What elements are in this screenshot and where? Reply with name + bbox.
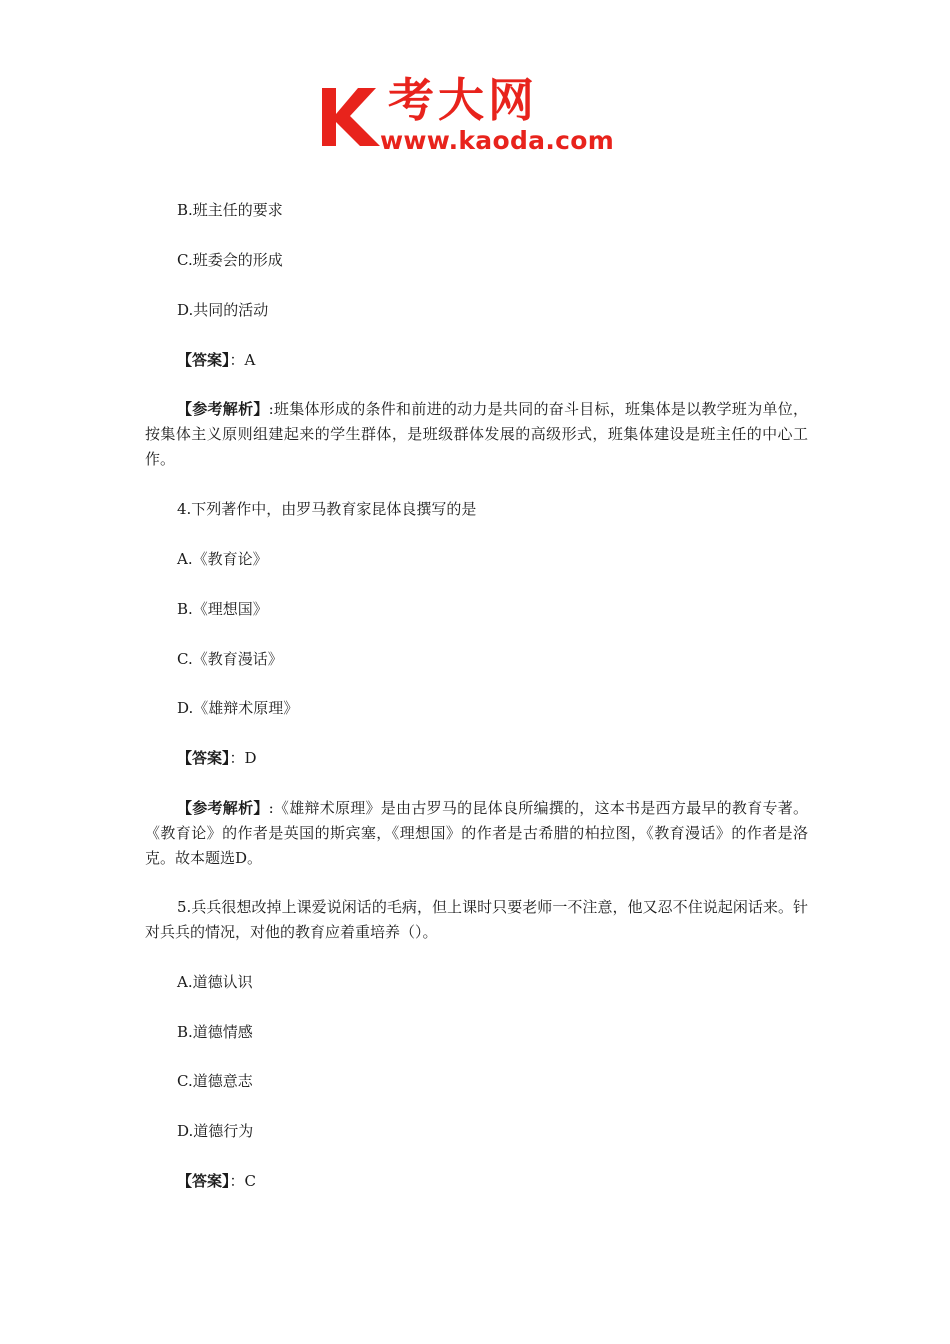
answer-label: 【答案】 (177, 351, 230, 369)
q3-option-b: B.班主任的要求 (177, 201, 283, 219)
analysis-text: :班集体形成的条件和前进的动力是共同的奋斗目标，班集体是以教学班为单位，按集体主义原则组建起来的学生群体，是班级群体发展的高级形式，班集体建设是班主任的中心工作。 (145, 400, 808, 468)
q5-option-d: D.道德行为 (177, 1122, 254, 1140)
q5-option-b: B.道德情感 (177, 1023, 253, 1041)
q4-option-a: A.《教育论》 (177, 550, 268, 568)
analysis-label: 【参考解析】 (177, 400, 269, 418)
q4-analysis (145, 796, 808, 871)
analysis-text: :《雄辩术原理》是由古罗马的昆体良所编撰的，这本书是西方最早的教育专著。《教育论》的作者是英国的斯宾塞，《理想国》的作者是古希腊的柏拉图，《教育漫话》的作者是洛克。故本题选D。 (145, 799, 808, 867)
q4-answer (177, 746, 842, 771)
q5-question: 5.兵兵很想改掉上课爱说闲话的毛病，但上课时只要老师一不注意，他又忍不住说起闲话来。针对兵兵的情况，对他的教育应着重培养（）。 (145, 898, 808, 941)
answer-label: 【答案】 (177, 1172, 230, 1190)
q5-answer (177, 1169, 842, 1194)
answer-value: ：D (229, 749, 257, 767)
logo-name: 考大网 (388, 73, 538, 127)
q3-option-d: D.共同的活动 (177, 301, 269, 319)
logo-url: www.kaoda.com (380, 126, 615, 155)
q4-option-d: D.《雄辩术原理》 (177, 699, 299, 717)
q3-answer (177, 348, 842, 373)
answer-value: ：A (229, 351, 256, 369)
q3-option-c: C.班委会的形成 (177, 251, 283, 269)
q4-option-b: B.《理想国》 (177, 600, 268, 618)
q3-analysis (145, 397, 808, 472)
kaoda-logo (318, 73, 638, 160)
q4-question: 4.下列著作中，由罗马教育家昆体良撰写的是 (177, 500, 477, 518)
q5-option-c: C.道德意志 (177, 1072, 253, 1090)
q5-option-a: A.道德认识 (177, 973, 253, 991)
analysis-label: 【参考解析】 (177, 799, 269, 817)
answer-value: ：C (229, 1172, 256, 1190)
answer-label: 【答案】 (177, 749, 230, 767)
k-letter-logo-icon (318, 84, 384, 150)
q4-option-c: C.《教育漫话》 (177, 650, 283, 668)
